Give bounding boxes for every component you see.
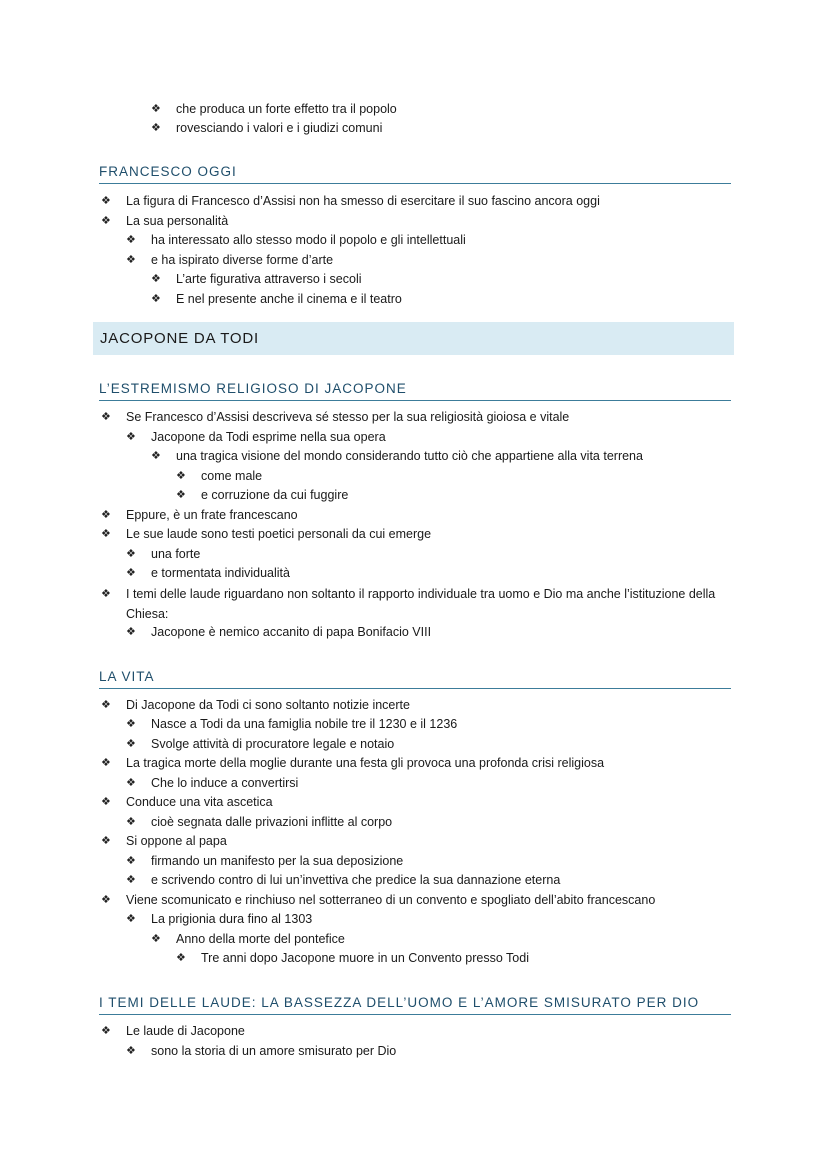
diamond-bullet-icon: ❖ [101, 757, 111, 769]
diamond-bullet-icon: ❖ [151, 450, 161, 462]
list-item: ❖ ha interessato allo stesso modo il popolo e gli intellettuali [126, 233, 466, 247]
diamond-bullet-icon: ❖ [126, 567, 136, 579]
diamond-bullet-icon: ❖ [126, 718, 136, 730]
diamond-bullet-icon: ❖ [126, 777, 136, 789]
chapter-title-bar [93, 322, 734, 355]
list-item: ❖ I temi delle laude riguardano non soltanto il rapporto individuale tra uomo e Dio ma anche l’istituzione della Chiesa: [101, 587, 716, 621]
diamond-bullet-icon: ❖ [101, 411, 111, 423]
list-item: ❖ sono la storia di un amore smisurato per Dio [126, 1044, 397, 1058]
diamond-bullet-icon: ❖ [101, 509, 111, 521]
diamond-bullet-icon: ❖ [151, 293, 161, 305]
diamond-bullet-icon: ❖ [151, 933, 161, 945]
list-item: ❖ La figura di Francesco d’Assisi non ha smesso di esercitare il suo fascino ancora oggi [101, 194, 600, 208]
list-item: ❖ Jacopone è nemico accanito di papa Bonifacio VIII [126, 625, 432, 639]
list-item: ❖ Si oppone al papa [101, 834, 227, 848]
list-item: ❖ cioè segnata dalle privazioni inflitte al corpo [126, 815, 393, 829]
diamond-bullet-icon: ❖ [101, 835, 111, 847]
diamond-bullet-icon: ❖ [126, 913, 136, 925]
diamond-bullet-icon: ❖ [176, 952, 186, 964]
diamond-bullet-icon: ❖ [126, 548, 136, 560]
diamond-bullet-icon: ❖ [101, 796, 111, 808]
list-item: ❖ Le laude di Jacopone [101, 1024, 245, 1038]
diamond-bullet-icon: ❖ [151, 103, 161, 115]
list-item: ❖ e tormentata individualità [126, 566, 290, 580]
list-item: ❖ Jacopone da Todi esprime nella sua opera [126, 430, 386, 444]
chapter-title: JACOPONE DA TODI [100, 330, 259, 347]
list-item: ❖ firmando un manifesto per la sua deposizione [126, 854, 404, 868]
list-item: ❖ Svolge attività di procuratore legale e notaio [126, 737, 395, 751]
diamond-bullet-icon: ❖ [101, 1025, 111, 1037]
diamond-bullet-icon: ❖ [101, 528, 111, 540]
list-item: ❖ Di Jacopone da Todi ci sono soltanto notizie incerte [101, 698, 410, 712]
diamond-bullet-icon: ❖ [126, 254, 136, 266]
diamond-bullet-icon: ❖ [101, 195, 111, 207]
list-item: ❖ Le sue laude sono testi poetici personali da cui emerge [101, 527, 432, 541]
list-item: ❖ Conduce una vita ascetica [101, 795, 273, 809]
diamond-bullet-icon: ❖ [126, 874, 136, 886]
section-heading-estremismo: L’ESTREMISMO RELIGIOSO DI JACOPONE [99, 381, 731, 401]
list-item: ❖ Anno della morte del pontefice [151, 932, 345, 946]
list-item: ❖ E nel presente anche il cinema e il teatro [151, 292, 402, 306]
list-item: ❖ La sua personalità [101, 214, 229, 228]
diamond-bullet-icon: ❖ [126, 1045, 136, 1057]
diamond-bullet-icon: ❖ [126, 234, 136, 246]
section-heading-vita: LA VITA [99, 669, 731, 689]
diamond-bullet-icon: ❖ [176, 489, 186, 501]
list-item: ❖ come male [176, 469, 263, 483]
diamond-bullet-icon: ❖ [101, 588, 111, 600]
list-item: ❖ rovesciando i valori e i giudizi comuni [151, 121, 383, 135]
list-item: ❖ L’arte figurativa attraverso i secoli [151, 272, 362, 286]
diamond-bullet-icon: ❖ [126, 431, 136, 443]
list-item: ❖ La tragica morte della moglie durante una festa gli provoca una profonda crisi religiosa [101, 756, 605, 770]
list-item: ❖ una forte [126, 547, 201, 561]
list-item: ❖ e scrivendo contro di lui un’invettiva che predice la sua dannazione eterna [126, 873, 561, 887]
diamond-bullet-icon: ❖ [126, 816, 136, 828]
diamond-bullet-icon: ❖ [126, 626, 136, 638]
list-item: ❖ Viene scomunicato e rinchiuso nel sotterraneo di un convento e spogliato dell’abito francescano [101, 893, 656, 907]
list-item: ❖ Tre anni dopo Jacopone muore in un Convento presso Todi [176, 951, 529, 965]
diamond-bullet-icon: ❖ [101, 215, 111, 227]
list-item: ❖ e ha ispirato diverse forme d’arte [126, 253, 334, 267]
list-item: ❖ che produca un forte effetto tra il popolo [151, 102, 397, 116]
section-heading-temi: I TEMI DELLE LAUDE: LA BASSEZZA DELL’UOMO E L’AMORE SMISURATO PER DIO [99, 995, 731, 1015]
list-item: ❖ una tragica visione del mondo considerando tutto ciò che appartiene alla vita terrena [151, 449, 643, 463]
diamond-bullet-icon: ❖ [101, 699, 111, 711]
list-item: ❖ La prigionia dura fino al 1303 [126, 912, 313, 926]
diamond-bullet-icon: ❖ [126, 738, 136, 750]
list-item: ❖ Se Francesco d’Assisi descriveva sé stesso per la sua religiosità gioiosa e vitale [101, 410, 570, 424]
diamond-bullet-icon: ❖ [101, 894, 111, 906]
diamond-bullet-icon: ❖ [151, 122, 161, 134]
list-item: ❖ Nasce a Todi da una famiglia nobile tre il 1230 e il 1236 [126, 717, 458, 731]
diamond-bullet-icon: ❖ [176, 470, 186, 482]
list-item: ❖ e corruzione da cui fuggire [176, 488, 349, 502]
diamond-bullet-icon: ❖ [126, 855, 136, 867]
diamond-bullet-icon: ❖ [151, 273, 161, 285]
list-item: ❖ Che lo induce a convertirsi [126, 776, 299, 790]
list-item: ❖ Eppure, è un frate francescano [101, 508, 298, 522]
section-heading-francesco-oggi: FRANCESCO OGGI [99, 164, 731, 184]
